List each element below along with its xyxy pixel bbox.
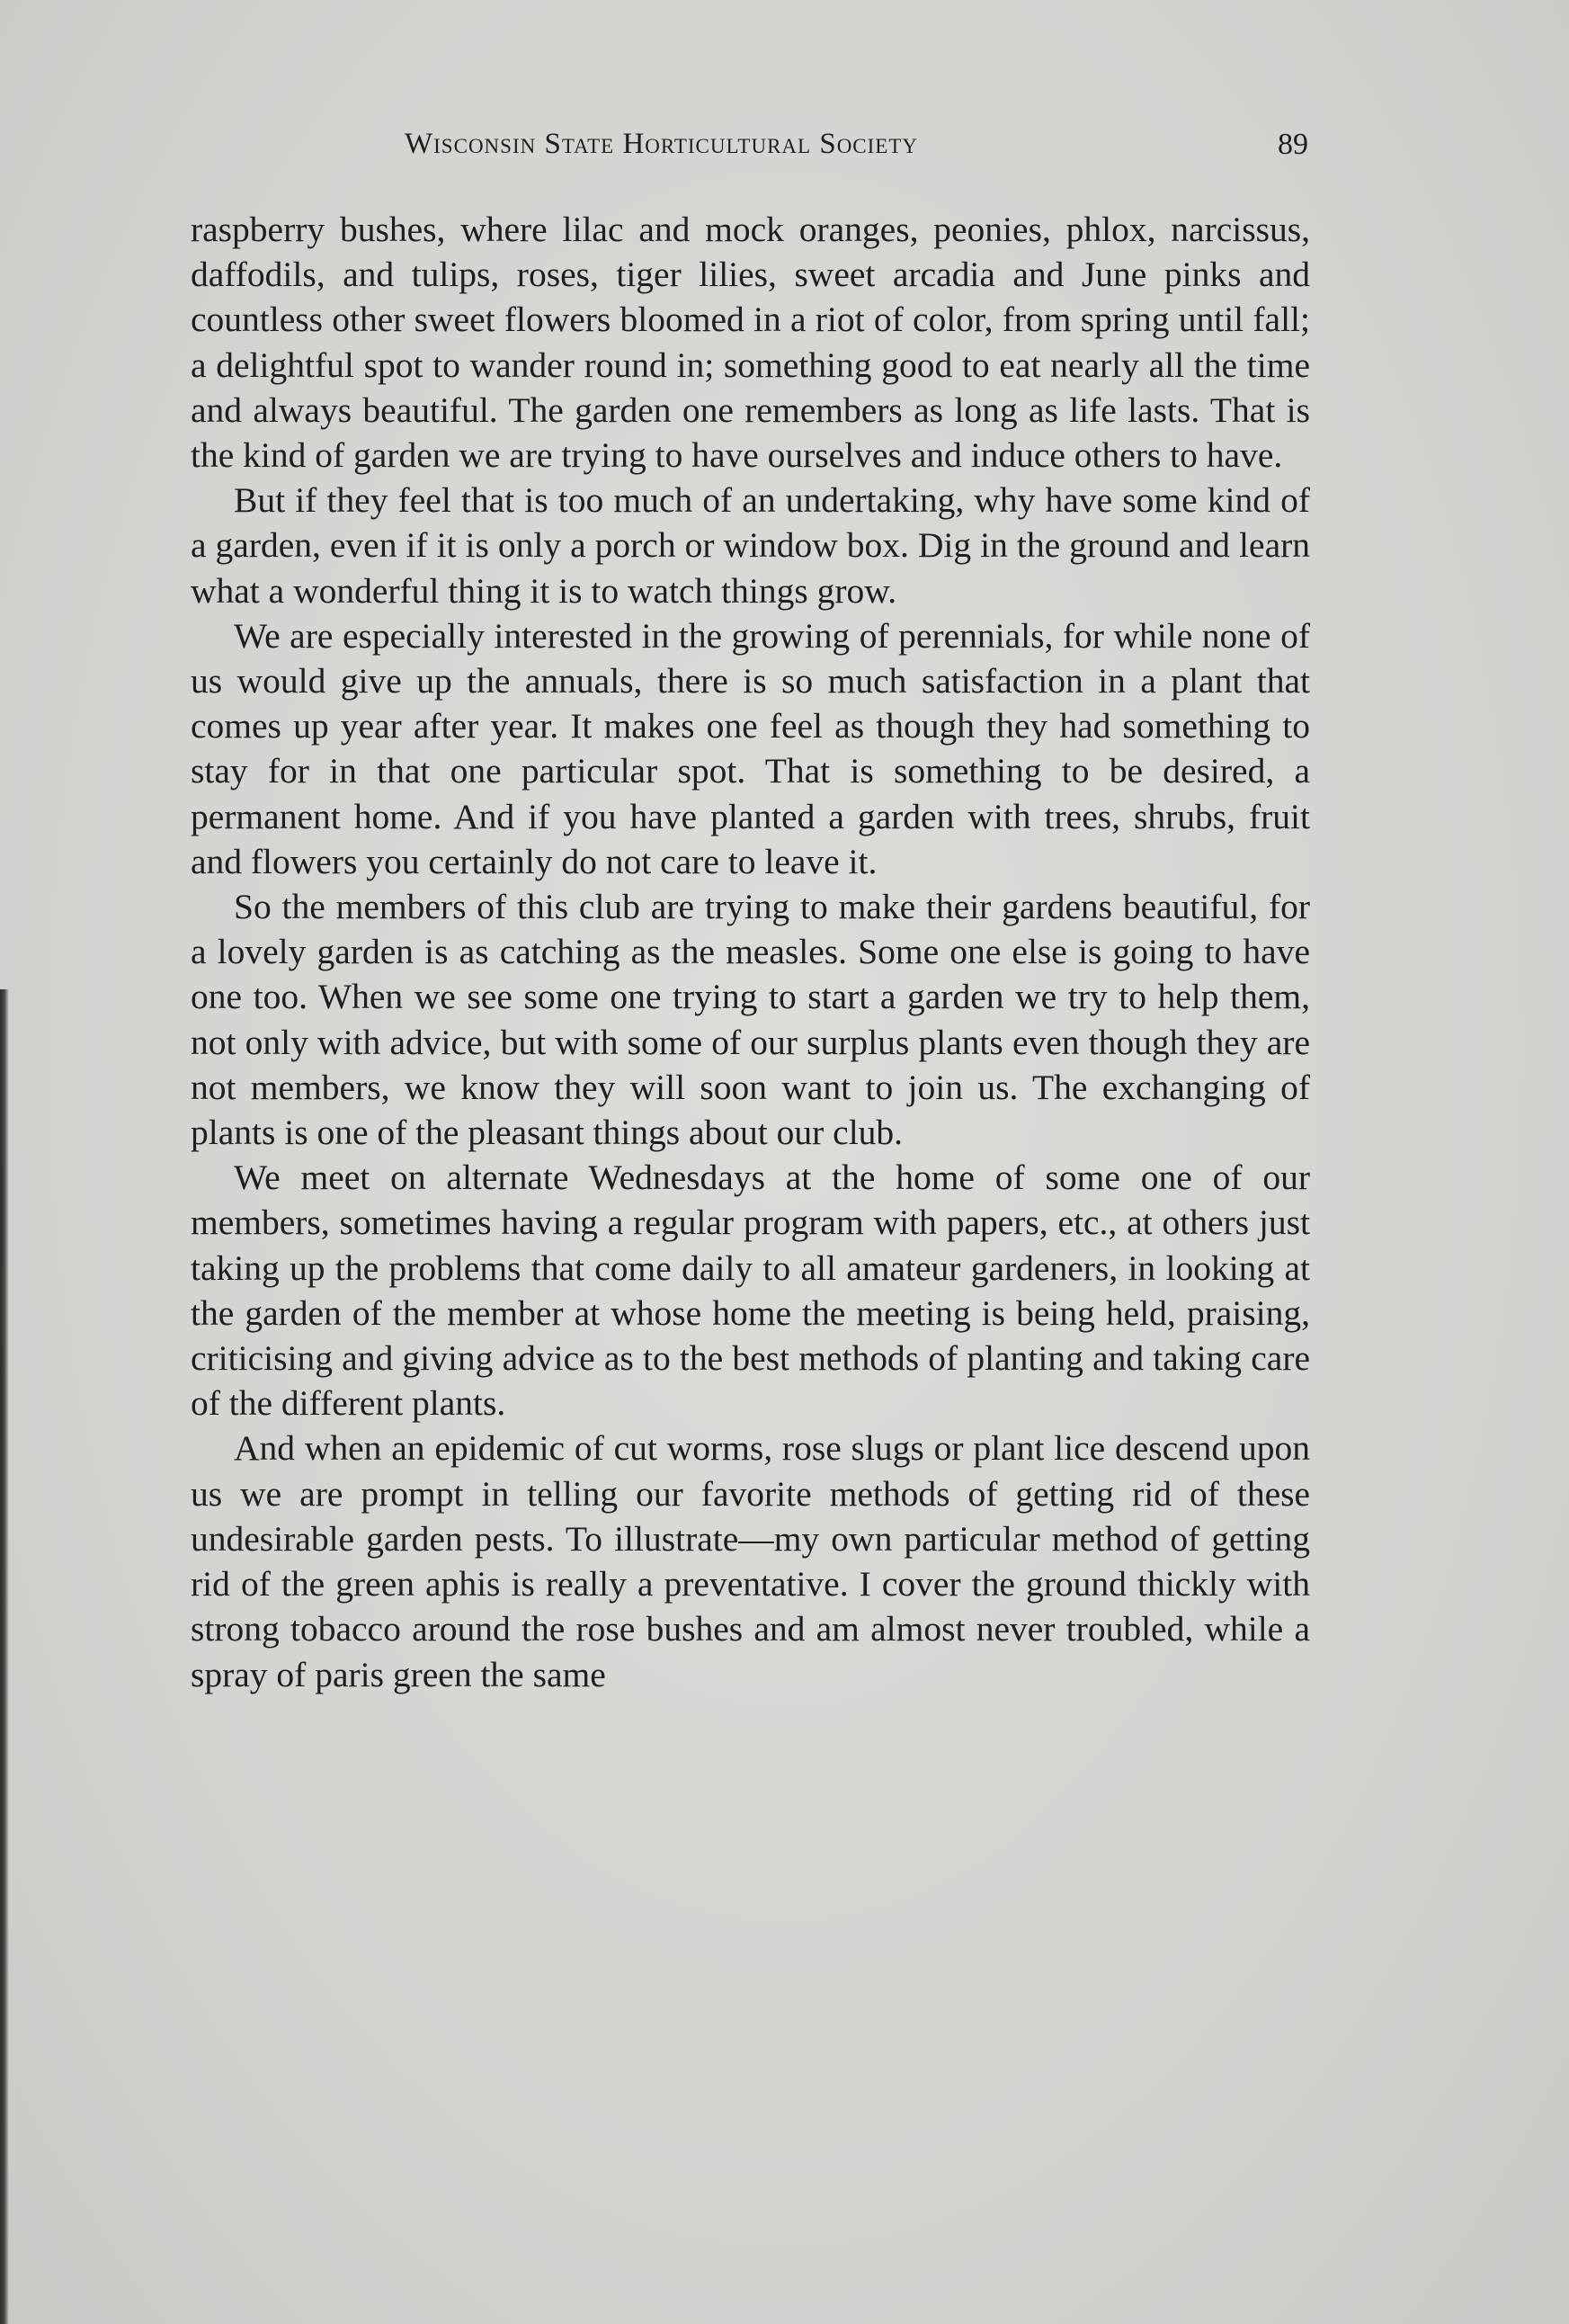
paragraph: And when an epidemic of cut worms, rose slugs or plant lice descend upon us we are prompt in telling our favorite methods of getting rid of these undesirable garden pests. To illustrate—my own particular method of getting rid of the green aphis is really a preventative. I cover the ground thickly with strong tobacco around the rose bushes and am almost never troubled, while a spray of paris green the same [191, 1428, 1310, 1694]
body-text [191, 207, 1310, 1697]
running-title: Wisconsin State Horticultural Society [405, 128, 919, 160]
paragraph: So the members of this club are trying to make their gardens beautiful, for a lovely garden is as catching as the measles. Some one else is going to have one too. When we see some one trying to start a garden we try to help them, not only with advice, but with some of our surplus plants even though they are not members, we know they will soon want to join us. The exchanging of plants is one of the pleasant things about our club. [191, 887, 1310, 1153]
page-number: 89 [1278, 128, 1308, 161]
paragraph: raspberry bushes, where lilac and mock oranges, peonies, phlox, narcissus, daffodils, and tulips, roses, tiger lilies, sweet arcadia and June pinks and countless other sweet flowers bloomed in a riot of color, from spring until fall; a delightful spot to wander round in; something good to eat nearly all the time and always beautiful. The garden one remembers as long as life lasts. That is the kind of garden we are trying to have ourselves and induce others to have. [191, 210, 1310, 476]
running-head [189, 128, 1308, 173]
paragraph: We meet on alternate Wednesdays at the home of some one of our members, sometimes having a regular program with papers, etc., at others just taking up the problems that come daily to all amateur gardeners, in looking at the garden of the member at whose home the meeting is being held, praising, criticising and giving advice as to the best methods of planting and taking care of the different plants. [191, 1158, 1310, 1424]
binding-edge [0, 989, 9, 2324]
paragraph: We are especially interested in the growing of perennials, for while none of us would give up the annuals, there is so much satisfaction in a plant that comes up year after year. It makes one feel as though they had something to stay for in that one particular spot. That is something to be desired, a permanent home. And if you have planted a garden with trees, shrubs, fruit and flowers you certainly do not care to leave it. [191, 615, 1310, 881]
paragraph: But if they feel that is too much of an undertaking, why have some kind of a garden, even if it is only a porch or window box. Dig in the ground and learn what a wonderful thing it is to watch things grow. [191, 480, 1310, 611]
